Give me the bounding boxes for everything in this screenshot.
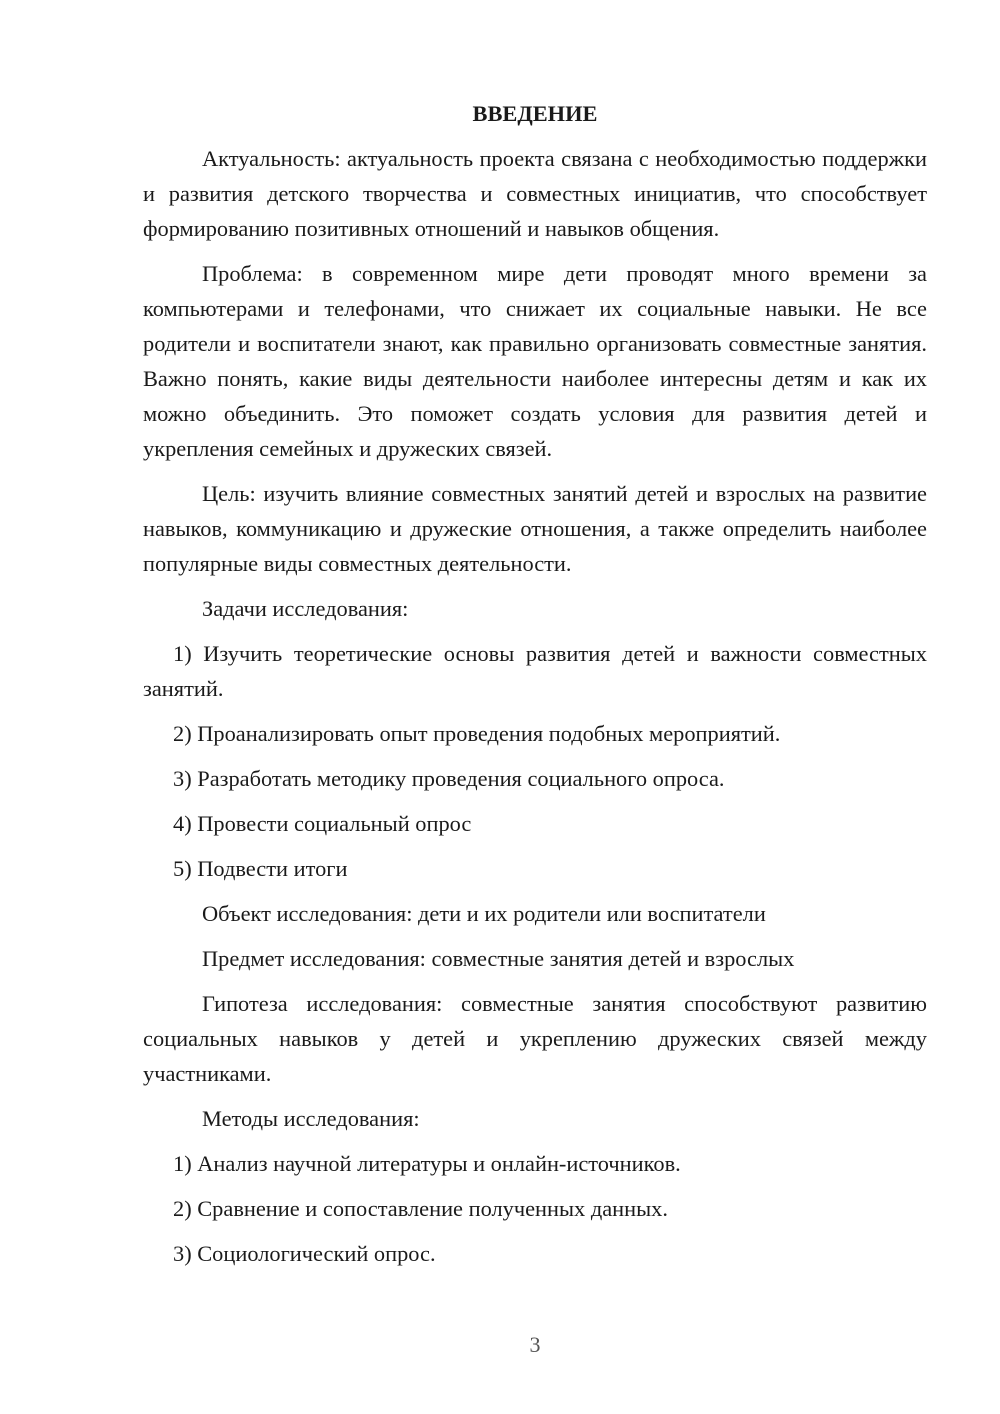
- list-item: 2) Проанализировать опыт проведения подобных мероприятий.: [173, 721, 781, 746]
- list-item: 4) Провести социальный опрос: [173, 811, 472, 836]
- list-item: 2) Сравнение и сопоставление полученных данных.: [173, 1196, 668, 1221]
- relevance-paragraph: Актуальность: актуальность проекта связана с необходимостью поддержки и развития детского творчества и совместных инициатив, что способствует формированию позитивных отношений и навыков общения.: [143, 146, 927, 241]
- list-item: 1) Изучить теоретические основы развития детей и важности совместных занятий.: [143, 641, 927, 701]
- section-title: ВВЕДЕНИЕ: [472, 101, 598, 126]
- object-paragraph: Объект исследования: дети и их родители или воспитатели: [202, 901, 766, 926]
- list-item: 1) Анализ научной литературы и онлайн-источников.: [173, 1151, 681, 1176]
- subject-paragraph: Предмет исследования: совместные занятия детей и взрослых: [202, 946, 795, 971]
- goal-paragraph: Цель: изучить влияние совместных занятий детей и взрослых на развитие навыков, коммуникацию и дружеские отношения, а также определить наиболее популярные виды совместных деятельности.: [143, 481, 927, 576]
- page-content: [143, 96, 927, 1281]
- tasks-list: [143, 636, 927, 886]
- page-number: 3: [529, 1332, 541, 1357]
- list-item: 3) Социологический опрос.: [173, 1241, 436, 1266]
- problem-paragraph: Проблема: в современном мире дети проводят много времени за компьютерами и телефонами, что снижает их социальные навыки. Не все родители и воспитатели знают, как правильно организовать совместные занятия. Важно понять, какие виды деятельности наиболее интересны детям и как их можно объединить. Это поможет создать условия для развития детей и укрепления семейных и дружеских связей.: [143, 261, 927, 461]
- list-item: 3) Разработать методику проведения социального опроса.: [173, 766, 725, 791]
- methods-heading: Методы исследования:: [202, 1106, 420, 1131]
- tasks-heading: Задачи исследования:: [202, 596, 409, 621]
- methods-list: [143, 1146, 927, 1271]
- hypothesis-paragraph: Гипотеза исследования: совместные занятия способствуют развитию социальных навыков у детей и укреплению дружеских связей между участниками.: [143, 991, 927, 1086]
- list-item: 5) Подвести итоги: [173, 856, 348, 881]
